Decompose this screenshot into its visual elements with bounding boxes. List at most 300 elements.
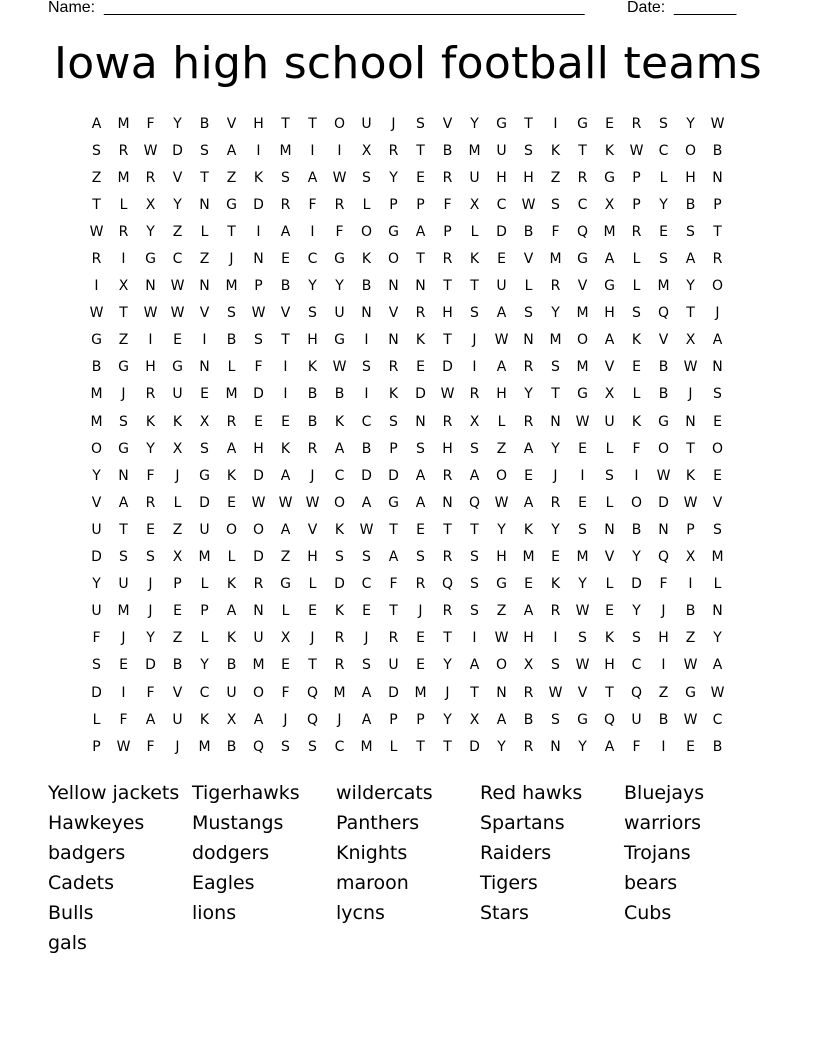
grid-letter[interactable]: A — [388, 549, 399, 566]
grid-letter[interactable]: X — [469, 196, 480, 213]
grid-letter[interactable]: S — [686, 223, 695, 240]
grid-letter[interactable]: M — [117, 603, 130, 620]
grid-letter[interactable]: O — [495, 657, 508, 674]
grid-letter[interactable]: A — [145, 711, 156, 728]
grid-letter[interactable]: Y — [497, 521, 506, 538]
grid-letter[interactable]: S — [551, 657, 560, 674]
grid-letter[interactable]: V — [172, 684, 183, 701]
grid-letter[interactable]: D — [388, 467, 399, 484]
grid-letter[interactable]: I — [634, 467, 639, 484]
grid-letter[interactable]: K — [280, 440, 291, 457]
grid-letter[interactable]: G — [91, 332, 102, 349]
grid-letter[interactable]: Q — [603, 711, 616, 728]
grid-letter[interactable]: R — [388, 359, 399, 376]
grid-letter[interactable]: P — [389, 196, 398, 213]
grid-letter[interactable]: Y — [146, 223, 155, 240]
grid-letter[interactable]: J — [310, 467, 315, 484]
grid-letter[interactable]: I — [661, 738, 666, 755]
grid-letter[interactable]: G — [577, 711, 588, 728]
grid-letter[interactable]: R — [442, 467, 453, 484]
grid-letter[interactable]: S — [362, 359, 371, 376]
grid-letter[interactable]: T — [389, 521, 398, 538]
grid-letter[interactable]: K — [226, 630, 237, 647]
grid-letter[interactable]: A — [226, 142, 237, 159]
grid-letter[interactable]: E — [362, 603, 371, 620]
grid-letter[interactable]: I — [580, 467, 585, 484]
grid-letter[interactable]: W — [683, 494, 698, 511]
grid-letter[interactable]: Y — [389, 169, 398, 186]
grid-letter[interactable]: K — [469, 251, 480, 268]
grid-letter[interactable]: L — [227, 549, 236, 566]
grid-letter[interactable]: Y — [335, 278, 344, 295]
grid-letter[interactable]: W — [575, 413, 590, 430]
grid-letter[interactable]: R — [550, 494, 561, 511]
grid-letter[interactable]: R — [577, 169, 588, 186]
grid-letter[interactable]: L — [200, 576, 209, 593]
grid-letter[interactable]: M — [576, 305, 589, 322]
grid-letter[interactable]: O — [630, 494, 643, 511]
grid-letter[interactable]: D — [442, 359, 453, 376]
grid-letter[interactable]: P — [632, 169, 641, 186]
grid-letter[interactable]: X — [226, 711, 237, 728]
grid-letter[interactable]: S — [416, 115, 425, 132]
grid-letter[interactable]: R — [631, 223, 642, 240]
grid-letter[interactable]: T — [227, 223, 236, 240]
grid-letter[interactable]: I — [661, 657, 666, 674]
grid-letter[interactable]: P — [254, 278, 263, 295]
grid-letter[interactable]: D — [91, 549, 102, 566]
grid-letter[interactable]: A — [469, 467, 480, 484]
grid-letter[interactable]: H — [307, 549, 318, 566]
grid-letter[interactable]: V — [280, 305, 291, 322]
grid-letter[interactable]: A — [496, 305, 507, 322]
grid-letter[interactable]: E — [632, 359, 641, 376]
grid-letter[interactable]: W — [143, 142, 158, 159]
grid-letter[interactable]: M — [414, 684, 427, 701]
grid-letter[interactable]: G — [226, 196, 237, 213]
grid-letter[interactable]: S — [92, 657, 101, 674]
grid-letter[interactable]: U — [388, 657, 399, 674]
grid-letter[interactable]: J — [418, 603, 423, 620]
grid-letter[interactable]: B — [172, 657, 183, 674]
grid-letter[interactable]: A — [523, 440, 534, 457]
grid-letter[interactable]: B — [631, 521, 642, 538]
grid-letter[interactable]: S — [470, 576, 479, 593]
grid-letter[interactable]: T — [443, 738, 452, 755]
grid-letter[interactable]: Y — [578, 576, 587, 593]
grid-letter[interactable]: U — [496, 278, 507, 295]
grid-letter[interactable]: R — [388, 142, 399, 159]
grid-letter[interactable]: K — [334, 521, 345, 538]
grid-letter[interactable]: T — [416, 251, 425, 268]
grid-letter[interactable]: H — [496, 169, 507, 186]
grid-letter[interactable]: N — [442, 494, 453, 511]
grid-letter[interactable]: L — [281, 603, 290, 620]
grid-letter[interactable]: D — [199, 494, 210, 511]
grid-letter[interactable]: E — [416, 169, 425, 186]
grid-letter[interactable]: G — [334, 332, 345, 349]
grid-letter[interactable]: E — [578, 440, 587, 457]
grid-letter[interactable]: Z — [172, 223, 183, 240]
grid-letter[interactable]: B — [685, 603, 696, 620]
grid-letter[interactable]: S — [200, 142, 209, 159]
grid-letter[interactable]: I — [256, 223, 261, 240]
grid-letter[interactable]: S — [308, 738, 317, 755]
grid-letter[interactable]: Y — [551, 521, 560, 538]
grid-letter[interactable]: W — [494, 630, 509, 647]
grid-letter[interactable]: D — [388, 684, 399, 701]
grid-letter[interactable]: J — [310, 630, 315, 647]
grid-letter[interactable]: S — [524, 305, 533, 322]
grid-letter[interactable]: I — [337, 142, 342, 159]
grid-letter[interactable]: A — [226, 603, 237, 620]
grid-letter[interactable]: D — [172, 142, 183, 159]
grid-letter[interactable]: D — [253, 549, 264, 566]
grid-letter[interactable]: W — [575, 657, 590, 674]
grid-letter[interactable]: J — [553, 467, 558, 484]
grid-letter[interactable]: O — [711, 440, 724, 457]
grid-letter[interactable]: Q — [468, 494, 481, 511]
grid-letter[interactable]: K — [145, 413, 156, 430]
grid-letter[interactable]: T — [92, 196, 101, 213]
grid-letter[interactable]: F — [551, 223, 560, 240]
grid-letter[interactable]: S — [578, 630, 587, 647]
grid-letter[interactable]: F — [146, 684, 155, 701]
grid-letter[interactable]: V — [172, 169, 183, 186]
grid-letter[interactable]: I — [364, 386, 369, 403]
grid-letter[interactable]: N — [712, 359, 723, 376]
grid-letter[interactable]: Y — [686, 115, 695, 132]
grid-letter[interactable]: I — [688, 576, 693, 593]
grid-letter[interactable]: I — [283, 359, 288, 376]
grid-letter[interactable]: L — [605, 440, 614, 457]
grid-letter[interactable]: M — [198, 549, 211, 566]
grid-letter[interactable]: P — [416, 196, 425, 213]
grid-letter[interactable]: U — [91, 603, 102, 620]
grid-letter[interactable]: A — [415, 494, 426, 511]
grid-letter[interactable]: E — [227, 494, 236, 511]
grid-letter[interactable]: L — [632, 386, 641, 403]
grid-letter[interactable]: Z — [226, 169, 237, 186]
grid-letter[interactable]: C — [172, 251, 183, 268]
grid-letter[interactable]: S — [524, 142, 533, 159]
grid-letter[interactable]: G — [145, 251, 156, 268]
grid-letter[interactable]: V — [91, 494, 102, 511]
grid-letter[interactable]: V — [307, 521, 318, 538]
grid-letter[interactable]: R — [469, 386, 480, 403]
grid-letter[interactable]: R — [145, 494, 156, 511]
grid-letter[interactable]: R — [334, 196, 345, 213]
grid-letter[interactable]: I — [310, 142, 315, 159]
grid-letter[interactable]: E — [281, 251, 290, 268]
grid-letter[interactable]: W — [332, 169, 347, 186]
grid-letter[interactable]: S — [281, 738, 290, 755]
grid-letter[interactable]: M — [711, 549, 724, 566]
grid-letter[interactable]: L — [92, 711, 101, 728]
grid-letter[interactable]: U — [118, 576, 129, 593]
grid-letter[interactable]: B — [685, 196, 696, 213]
grid-letter[interactable]: G — [685, 684, 696, 701]
grid-letter[interactable]: C — [577, 196, 588, 213]
grid-letter[interactable]: B — [307, 386, 318, 403]
grid-letter[interactable]: S — [416, 440, 425, 457]
grid-letter[interactable]: Z — [658, 684, 669, 701]
grid-letter[interactable]: P — [686, 521, 695, 538]
grid-letter[interactable]: T — [443, 630, 452, 647]
grid-letter[interactable]: D — [91, 684, 102, 701]
grid-letter[interactable]: C — [631, 657, 642, 674]
grid-letter[interactable]: R — [226, 413, 237, 430]
grid-letter[interactable]: P — [389, 711, 398, 728]
grid-letter[interactable]: Y — [551, 305, 560, 322]
grid-letter[interactable]: Q — [306, 711, 319, 728]
grid-letter[interactable]: W — [305, 494, 320, 511]
grid-letter[interactable]: L — [632, 278, 641, 295]
grid-letter[interactable]: H — [658, 630, 669, 647]
grid-letter[interactable]: W — [359, 521, 374, 538]
grid-letter[interactable]: S — [470, 440, 479, 457]
grid-letter[interactable]: N — [388, 332, 399, 349]
grid-letter[interactable]: T — [470, 521, 479, 538]
grid-letter[interactable]: E — [416, 521, 425, 538]
grid-letter[interactable]: L — [200, 223, 209, 240]
grid-letter[interactable]: W — [494, 332, 509, 349]
grid-letter[interactable]: D — [361, 467, 372, 484]
grid-letter[interactable]: Q — [441, 576, 454, 593]
grid-letter[interactable]: C — [199, 684, 210, 701]
grid-letter[interactable]: Q — [252, 738, 265, 755]
grid-letter[interactable]: L — [200, 630, 209, 647]
grid-letter[interactable]: R — [307, 440, 318, 457]
grid-letter[interactable]: C — [361, 413, 372, 430]
grid-letter[interactable]: E — [416, 630, 425, 647]
grid-letter[interactable]: Y — [308, 278, 317, 295]
grid-letter[interactable]: U — [199, 521, 210, 538]
grid-letter[interactable]: O — [684, 142, 697, 159]
grid-letter[interactable]: U — [604, 413, 615, 430]
grid-letter[interactable]: X — [172, 549, 183, 566]
grid-letter[interactable]: R — [253, 576, 264, 593]
grid-letter[interactable]: N — [199, 359, 210, 376]
grid-letter[interactable]: R — [523, 413, 534, 430]
grid-letter[interactable]: F — [119, 711, 128, 728]
grid-letter[interactable]: K — [604, 142, 615, 159]
grid-letter[interactable]: S — [362, 169, 371, 186]
grid-letter[interactable]: E — [686, 738, 695, 755]
grid-letter[interactable]: A — [334, 440, 345, 457]
grid-letter[interactable]: I — [310, 223, 315, 240]
grid-letter[interactable]: E — [713, 467, 722, 484]
grid-letter[interactable]: W — [440, 386, 455, 403]
grid-letter[interactable]: Y — [443, 657, 452, 674]
grid-letter[interactable]: W — [575, 603, 590, 620]
grid-letter[interactable]: V — [604, 549, 615, 566]
grid-letter[interactable]: S — [551, 196, 560, 213]
grid-letter[interactable]: N — [550, 738, 561, 755]
grid-letter[interactable]: G — [388, 494, 399, 511]
grid-letter[interactable]: E — [308, 603, 317, 620]
grid-letter[interactable]: B — [361, 278, 372, 295]
grid-letter[interactable]: D — [631, 576, 642, 593]
grid-letter[interactable]: E — [524, 467, 533, 484]
grid-letter[interactable]: R — [631, 115, 642, 132]
grid-letter[interactable]: D — [334, 576, 345, 593]
grid-letter[interactable]: T — [443, 278, 452, 295]
grid-letter[interactable]: G — [199, 467, 210, 484]
grid-letter[interactable]: Z — [172, 521, 183, 538]
grid-letter[interactable]: S — [119, 549, 128, 566]
grid-letter[interactable]: N — [712, 603, 723, 620]
grid-letter[interactable]: X — [685, 549, 696, 566]
grid-letter[interactable]: D — [253, 467, 264, 484]
grid-letter[interactable]: R — [442, 251, 453, 268]
grid-letter[interactable]: T — [713, 223, 722, 240]
grid-letter[interactable]: V — [712, 494, 723, 511]
grid-letter[interactable]: J — [364, 630, 369, 647]
grid-letter[interactable]: C — [712, 711, 723, 728]
grid-letter[interactable]: P — [713, 196, 722, 213]
grid-letter[interactable]: S — [254, 332, 263, 349]
grid-letter[interactable]: K — [631, 332, 642, 349]
grid-letter[interactable]: K — [685, 467, 696, 484]
grid-letter[interactable]: V — [226, 115, 237, 132]
grid-letter[interactable]: W — [251, 494, 266, 511]
grid-letter[interactable]: G — [496, 115, 507, 132]
grid-letter[interactable]: U — [91, 521, 102, 538]
grid-letter[interactable]: H — [496, 549, 507, 566]
grid-letter[interactable]: E — [173, 332, 182, 349]
grid-letter[interactable]: Z — [172, 630, 183, 647]
grid-letter[interactable]: W — [278, 494, 293, 511]
grid-letter[interactable]: A — [685, 251, 696, 268]
grid-letter[interactable]: M — [360, 738, 373, 755]
grid-letter[interactable]: H — [523, 630, 534, 647]
grid-letter[interactable]: O — [576, 332, 589, 349]
grid-letter[interactable]: V — [199, 305, 210, 322]
grid-letter[interactable]: W — [683, 711, 698, 728]
grid-letter[interactable]: A — [604, 738, 615, 755]
grid-letter[interactable]: R — [442, 169, 453, 186]
grid-letter[interactable]: A — [496, 711, 507, 728]
grid-letter[interactable]: X — [604, 386, 615, 403]
grid-letter[interactable]: E — [659, 223, 668, 240]
grid-letter[interactable]: H — [442, 305, 453, 322]
grid-letter[interactable]: U — [253, 630, 264, 647]
grid-letter[interactable]: N — [388, 278, 399, 295]
grid-letter[interactable]: S — [578, 521, 587, 538]
grid-letter[interactable]: X — [685, 332, 696, 349]
grid-letter[interactable]: T — [470, 684, 479, 701]
grid-letter[interactable]: X — [280, 630, 291, 647]
grid-letter[interactable]: C — [496, 196, 507, 213]
grid-letter[interactable]: G — [388, 223, 399, 240]
grid-letter[interactable]: N — [145, 278, 156, 295]
grid-letter[interactable]: R — [145, 386, 156, 403]
grid-letter[interactable]: Y — [200, 657, 209, 674]
grid-letter[interactable]: K — [631, 413, 642, 430]
grid-letter[interactable]: T — [308, 657, 317, 674]
grid-letter[interactable]: A — [280, 467, 291, 484]
grid-letter[interactable]: L — [524, 278, 533, 295]
grid-letter[interactable]: S — [632, 630, 641, 647]
grid-letter[interactable]: W — [710, 115, 725, 132]
grid-letter[interactable]: N — [496, 684, 507, 701]
grid-letter[interactable]: Y — [173, 115, 182, 132]
grid-letter[interactable]: M — [117, 169, 130, 186]
grid-letter[interactable]: W — [683, 657, 698, 674]
grid-letter[interactable]: R — [442, 413, 453, 430]
grid-letter[interactable]: Z — [199, 251, 210, 268]
grid-letter[interactable]: X — [361, 142, 372, 159]
grid-letter[interactable]: B — [658, 386, 669, 403]
grid-letter[interactable]: K — [334, 603, 345, 620]
grid-letter[interactable]: Y — [686, 278, 695, 295]
grid-letter[interactable]: W — [710, 684, 725, 701]
grid-letter[interactable]: M — [252, 657, 265, 674]
grid-letter[interactable]: V — [388, 305, 399, 322]
grid-letter[interactable]: O — [333, 115, 346, 132]
grid-letter[interactable]: N — [253, 603, 264, 620]
grid-letter[interactable]: U — [361, 115, 372, 132]
grid-letter[interactable]: O — [252, 684, 265, 701]
grid-letter[interactable]: F — [389, 576, 398, 593]
grid-letter[interactable]: B — [361, 440, 372, 457]
grid-letter[interactable]: X — [199, 413, 210, 430]
grid-letter[interactable]: L — [470, 223, 479, 240]
grid-letter[interactable]: X — [523, 657, 534, 674]
grid-letter[interactable]: S — [551, 711, 560, 728]
grid-letter[interactable]: N — [361, 305, 372, 322]
grid-letter[interactable]: K — [253, 169, 264, 186]
grid-letter[interactable]: S — [713, 386, 722, 403]
grid-letter[interactable]: U — [496, 142, 507, 159]
grid-letter[interactable]: Y — [92, 467, 101, 484]
grid-letter[interactable]: H — [685, 169, 696, 186]
grid-letter[interactable]: G — [658, 413, 669, 430]
grid-letter[interactable]: F — [335, 223, 344, 240]
grid-letter[interactable]: S — [416, 549, 425, 566]
grid-letter[interactable]: K — [550, 576, 561, 593]
grid-letter[interactable]: B — [442, 142, 453, 159]
grid-letter[interactable]: L — [227, 359, 236, 376]
grid-letter[interactable]: M — [576, 359, 589, 376]
grid-letter[interactable]: J — [121, 386, 126, 403]
grid-letter[interactable]: E — [416, 359, 425, 376]
grid-letter[interactable]: W — [683, 359, 698, 376]
grid-letter[interactable]: O — [360, 223, 373, 240]
grid-letter[interactable]: K — [523, 521, 534, 538]
grid-letter[interactable]: T — [119, 305, 128, 322]
grid-letter[interactable]: E — [497, 251, 506, 268]
grid-letter[interactable]: S — [551, 359, 560, 376]
grid-letter[interactable]: U — [631, 711, 642, 728]
grid-letter[interactable]: R — [550, 278, 561, 295]
grid-letter[interactable]: M — [549, 251, 562, 268]
grid-letter[interactable]: A — [226, 440, 237, 457]
grid-letter[interactable]: I — [364, 332, 369, 349]
grid-letter[interactable]: M — [90, 386, 103, 403]
grid-letter[interactable]: Y — [632, 549, 641, 566]
grid-letter[interactable]: R — [415, 576, 426, 593]
grid-letter[interactable]: A — [712, 332, 723, 349]
grid-letter[interactable]: D — [496, 223, 507, 240]
grid-letter[interactable]: M — [603, 223, 616, 240]
grid-letter[interactable]: W — [521, 196, 536, 213]
grid-letter[interactable]: A — [361, 494, 372, 511]
grid-letter[interactable]: J — [121, 630, 126, 647]
grid-letter[interactable]: P — [92, 738, 101, 755]
grid-letter[interactable]: S — [470, 549, 479, 566]
